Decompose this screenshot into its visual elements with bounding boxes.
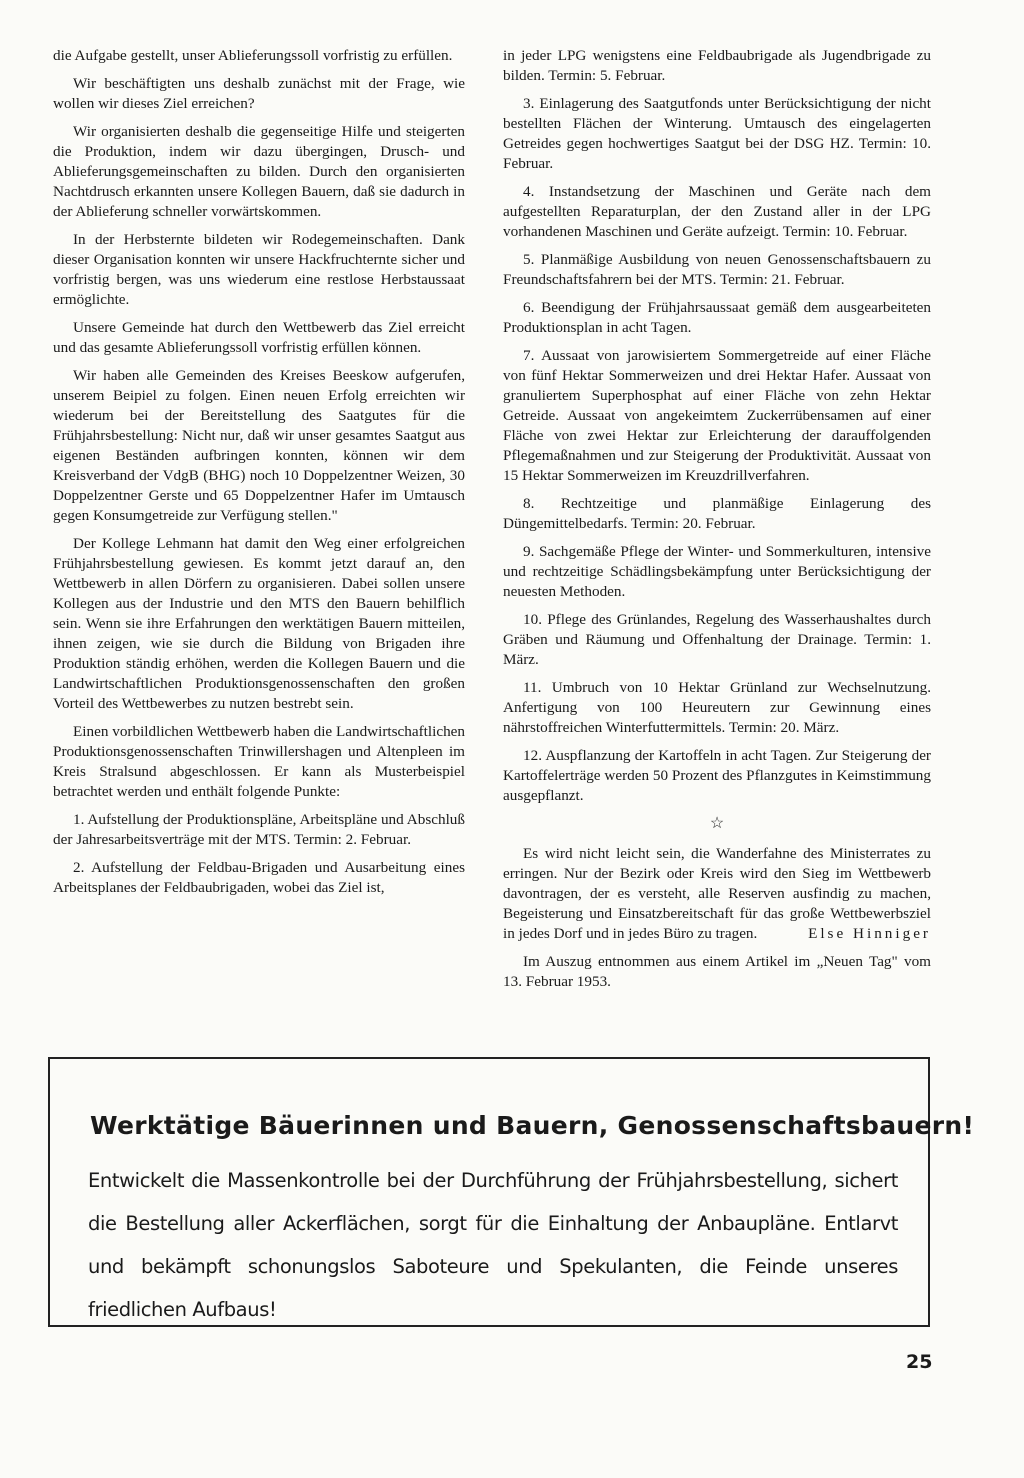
paragraph: Einen vorbildlichen Wettbewerb haben die Landwirtschaftlichen Produktionsgenossenschaften Trinwillershagen und Altenpleen im Kreis Stralsund abgeschlossen. Er kann als Musterbeispiel betrachtet werden und enthält folgende Punkte: xyxy=(53,723,465,800)
left-column xyxy=(53,46,465,906)
closing-text: Es wird nicht leicht sein, die Wanderfahne des Ministerrates zu erringen. Nur der Bezirk oder Kreis wird den Sieg im Wettbewerb davontragen, der es versteht, alle Reserven ausfindig zu machen, Begeisterung und Einsatzbereitschaft für das große Wettbewerbsziel in jedes Dorf und in jedes Büro zu tragen. xyxy=(503,845,931,942)
list-item: 8. Rechtzeitige und planmäßige Einlagerung des Düngemittelbedarfs. Termin: 20. Februar. xyxy=(503,495,931,532)
paragraph: Wir haben alle Gemeinden des Kreises Beeskow aufgerufen, unserem Beipiel zu folgen. Einen neuen Erfolg erreichten wir wiederum bei der Bereitstellung des Saatgutes für die Frühjahrsbestellung: Nicht nur, daß wir unser gesamtes Saatgut aus eigenen Beständen aufbringen konnten, können wir dem Kreisverband der VdgB (BHG) noch 10 Doppelzentner Weizen, 30 Doppelzentner Gerste und 65 Doppelzentner Hafer im Umtausch gegen Konsumgetreide zur Verfügung stellen." xyxy=(53,367,465,524)
paragraph: In der Herbsternte bildeten wir Rodegemeinschaften. Dank dieser Organisation konnten wir unsere Hackfruchternte sicher und vorfristig bergen, was uns wiederum eine restlose Herbstaussaat ermöglichte. xyxy=(53,231,465,308)
star-icon: ☆ xyxy=(709,815,725,832)
appeal-body: Entwickelt die Massenkontrolle bei der Durchführung der Frühjahrsbestellung, sichert die Bestellung aller Ackerflächen, sorgt für die Einhaltung der Anbaupläne. Entlarvt und bekämpft schonungslos Saboteure und Spekulanten, die Feinde unseres friedlichen Aufbaus! xyxy=(88,1169,898,1321)
right-column xyxy=(503,46,931,1000)
list-item: 12. Auspflanzung der Kartoffeln in acht Tagen. Zur Steigerung der Kartoffelerträge werden 50 Prozent des Pflanzgutes in Keimstimmung ausgepflanzt. xyxy=(503,747,931,804)
source-note: Im Auszug entnommen aus einem Artikel im „Neuen Tag" vom 13. Februar 1953. xyxy=(503,953,931,990)
appeal-title: Werktätige Bäuerinnen und Bauern, Genossenschaftsbauern! xyxy=(90,1111,975,1140)
list-item: 9. Sachgemäße Pflege der Winter- und Sommerkulturen, intensive und rechtzeitige Schädlingsbekämpfung unter Berücksichtigung der neuesten Methoden. xyxy=(503,543,931,600)
author-signature: Else Hinniger xyxy=(808,925,931,942)
list-item: 2. Aufstellung der Feldbau-Brigaden und Ausarbeitung eines Arbeitsplanes der Feldbaubrigaden, wobei das Ziel ist, xyxy=(53,859,465,896)
list-item: 10. Pflege des Grünlandes, Regelung des Wasserhaushaltes durch Gräben und Räumung und Offenhaltung der Drainage. Termin: 1. März. xyxy=(503,611,931,668)
list-item: 6. Beendigung der Frühjahrsaussaat gemäß dem ausgearbeiteten Produktionsplan in acht Tagen. xyxy=(503,299,931,336)
list-item: 4. Instandsetzung der Maschinen und Geräte nach dem aufgestellten Reparaturplan, der den Zustand aller in der LPG vorhandenen Maschinen und Geräte aufzeigt. Termin: 10. Februar. xyxy=(503,183,931,240)
closing-paragraph xyxy=(503,844,931,944)
paragraph: Wir organisierten deshalb die gegenseitige Hilfe und steigerten die Produktion, indem wir dazu übergingen, Drusch- und Ablieferungsgemeinschaften zu bilden. Durch den organisierten Nachtdrusch erkannten unsere Kollegen Bauern, daß sie dadurch in der Ablieferung schneller vorwärtskommen. xyxy=(53,123,465,220)
paragraph: Unsere Gemeinde hat durch den Wettbewerb das Ziel erreicht und das gesamte Ablieferungssoll vorfristig erfüllen können. xyxy=(53,319,465,356)
paragraph: die Aufgabe gestellt, unser Ablieferungssoll vorfristig zu erfüllen. xyxy=(53,47,453,64)
list-item: 7. Aussaat von jarowisiertem Sommergetreide auf einer Fläche von fünf Hektar Sommerweizen und drei Hektar Hafer. Aussaat von granuliertem Superphosphat auf einer Fläche von zehn Hektar Getreide. Aussaat von angekeimtem Zuckerrübensamen auf einer Fläche von zwei Hektar zur Erleichterung der darauffolgenden Pflegemaßnahmen und zur Steigerung der Produktivität. Aussaat von 15 Hektar Sommerweizen im Kreuzdrillverfahren. xyxy=(503,347,931,484)
appeal-box xyxy=(48,1057,975,1327)
paragraph: in jeder LPG wenigstens eine Feldbaubrigade als Jugendbrigade zu bilden. Termin: 5. Februar. xyxy=(503,47,931,84)
paragraph: Der Kollege Lehmann hat damit den Weg einer erfolgreichen Frühjahrsbestellung gewiesen. Es kommt jetzt darauf an, den Wettbewerb in allen Dörfern zu organisieren. Dabei sollen unsere Kollegen aus der Industrie und den MTS den Bauern behilflich sein. Wenn sie ihre Erfahrungen den werktätigen Bauern mitteilen, ihnen zeigen, wie sie durch die Bildung von Brigaden ihre Produktion ständig erhöhen, werden die Kollegen Bauern und die Landwirtschaftlichen Produktionsgenossenschaften den großen Vorteil des Wettbewerbes zu nutzen bestrebt sein. xyxy=(53,535,465,712)
list-item: 1. Aufstellung der Produktionspläne, Arbeitspläne und Abschluß der Jahresarbeitsverträge mit der MTS. Termin: 2. Februar. xyxy=(53,811,465,848)
list-item: 3. Einlagerung des Saatgutfonds unter Berücksichtigung der nicht bestellten Flächen der Winterung. Umtausch des eingelagerten Getreides gegen hochwertiges Saatgut bei der DSG HZ. Termin: 10. Februar. xyxy=(503,95,931,172)
list-item: 5. Planmäßige Ausbildung von neuen Genossenschaftsbauern zu Freundschaftsfahrern bei der MTS. Termin: 21. Februar. xyxy=(503,251,931,288)
list-item: 11. Umbruch von 10 Hektar Grünland zur Wechselnutzung. Anfertigung von 100 Heureutern zur Gewinnung eines nährstoffreichen Winterfuttermittels. Termin: 20. März. xyxy=(503,679,931,736)
page-number: 25 xyxy=(906,1351,933,1373)
paragraph: Wir beschäftigten uns deshalb zunächst mit der Frage, wie wollen wir dieses Ziel erreichen? xyxy=(53,75,465,112)
